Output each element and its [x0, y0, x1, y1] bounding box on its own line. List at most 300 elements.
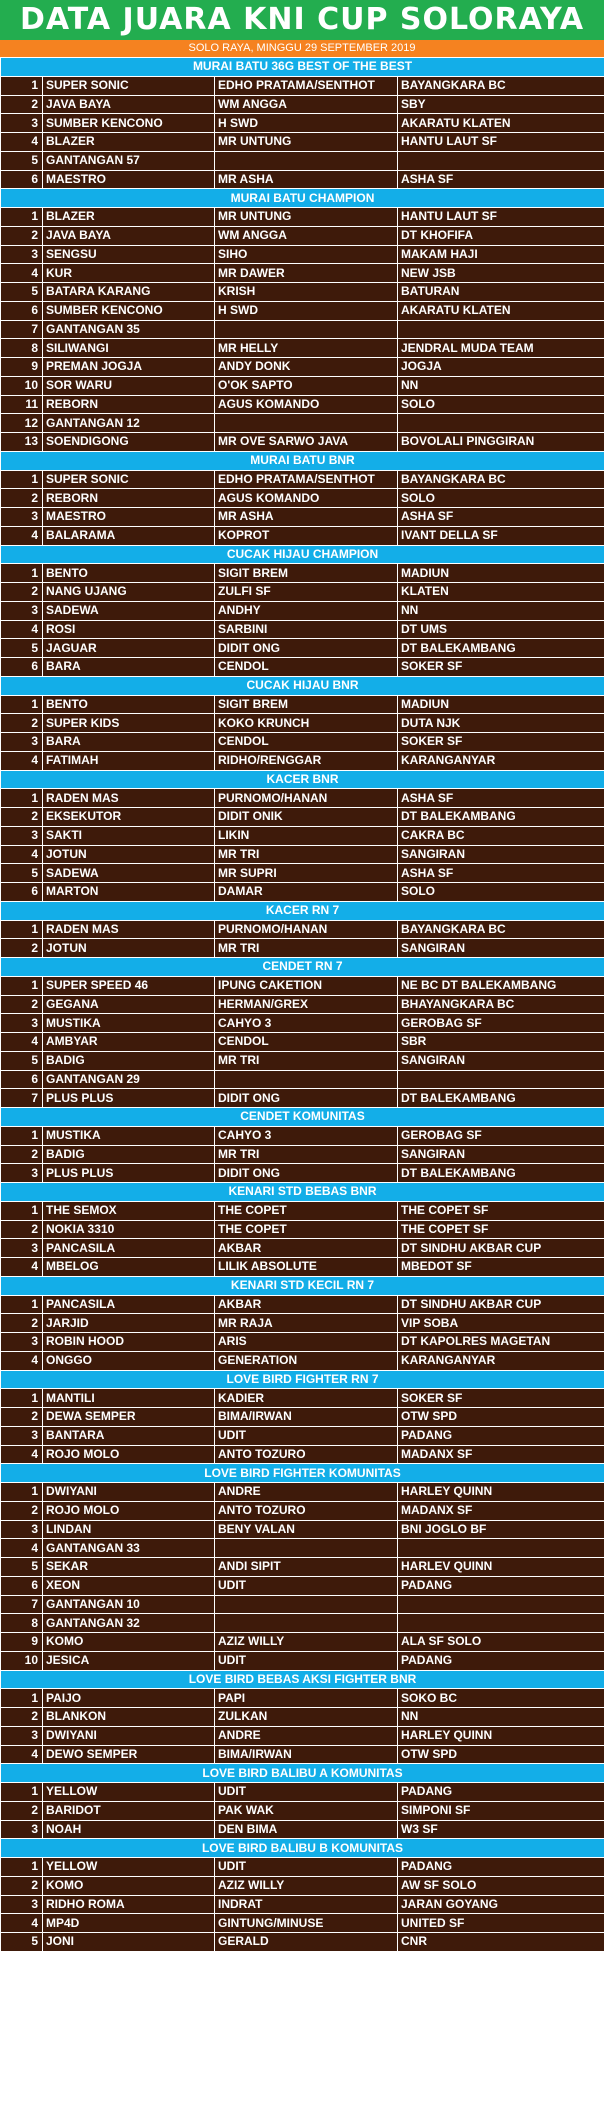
team-cell: HARLEY QUINN: [398, 1483, 604, 1502]
team-cell: SANGIRAN: [398, 845, 604, 864]
bird-name-cell: GANTANGAN 32: [43, 1614, 215, 1633]
rank-cell: 4: [1, 526, 43, 545]
table-row: [1, 1558, 604, 1577]
team-cell: SOKER SF: [398, 733, 604, 752]
team-cell: SOLO: [398, 395, 604, 414]
team-cell: PADANG: [398, 1576, 604, 1595]
bird-name-cell: YELLOW: [43, 1783, 215, 1802]
table-row: [1, 301, 604, 320]
owner-cell: UDIT: [215, 1858, 398, 1877]
table-row: [1, 1876, 604, 1895]
team-cell: NN: [398, 376, 604, 395]
section-title: KACER RN 7: [1, 901, 604, 920]
bird-name-cell: YELLOW: [43, 1858, 215, 1877]
section-title: LOVE BIRD FIGHTER RN 7: [1, 1370, 604, 1389]
bird-name-cell: SUPER SONIC: [43, 76, 215, 95]
team-cell: SOKO BC: [398, 1689, 604, 1708]
rank-cell: 1: [1, 1689, 43, 1708]
owner-cell: MR UNTUNG: [215, 133, 398, 152]
rank-cell: 6: [1, 883, 43, 902]
section-title: CENDET KOMUNITAS: [1, 1108, 604, 1127]
owner-cell: PURNOMO/HANAN: [215, 789, 398, 808]
rank-cell: 1: [1, 1201, 43, 1220]
team-cell: DT SINDHU AKBAR CUP: [398, 1295, 604, 1314]
rank-cell: 1: [1, 789, 43, 808]
team-cell: DT KHOFIFA: [398, 226, 604, 245]
team-cell: SANGIRAN: [398, 1145, 604, 1164]
table-row: [1, 1389, 604, 1408]
bird-name-cell: ROJO MOLO: [43, 1501, 215, 1520]
team-cell: SOLO: [398, 883, 604, 902]
table-row: [1, 1539, 604, 1558]
team-cell: MBEDOT SF: [398, 1258, 604, 1277]
bird-name-cell: KOMO: [43, 1633, 215, 1652]
bird-name-cell: GANTANGAN 35: [43, 320, 215, 339]
table-row: [1, 226, 604, 245]
team-cell: [398, 151, 604, 170]
team-cell: ASHA SF: [398, 864, 604, 883]
bird-name-cell: GANTANGAN 10: [43, 1595, 215, 1614]
table-row: [1, 1858, 604, 1877]
bird-name-cell: REBORN: [43, 489, 215, 508]
owner-cell: THE COPET: [215, 1201, 398, 1220]
team-cell: JOGJA: [398, 358, 604, 377]
table-row: [1, 1633, 604, 1652]
owner-cell: LIKIN: [215, 826, 398, 845]
owner-cell: H SWD: [215, 114, 398, 133]
rank-cell: 4: [1, 1745, 43, 1764]
table-row: [1, 1783, 604, 1802]
section-title: MURAI BATU BNR: [1, 451, 604, 470]
team-cell: GEROBAG SF: [398, 1014, 604, 1033]
team-cell: SOKER SF: [398, 658, 604, 677]
table-row: [1, 95, 604, 114]
table-row: [1, 1689, 604, 1708]
table-row: [1, 1576, 604, 1595]
bird-name-cell: DEWO SEMPER: [43, 1745, 215, 1764]
team-cell: PADANG: [398, 1651, 604, 1670]
rank-cell: 2: [1, 1801, 43, 1820]
table-row: [1, 1201, 604, 1220]
team-cell: [398, 1539, 604, 1558]
section-header: [1, 451, 604, 470]
rank-cell: 4: [1, 264, 43, 283]
table-row: [1, 1501, 604, 1520]
table-row: [1, 1314, 604, 1333]
table-row: [1, 695, 604, 714]
rank-cell: 1: [1, 976, 43, 995]
bird-name-cell: BALARAMA: [43, 526, 215, 545]
owner-cell: KOKO KRUNCH: [215, 714, 398, 733]
rank-cell: 5: [1, 864, 43, 883]
section-header: [1, 1276, 604, 1295]
team-cell: DUTA NJK: [398, 714, 604, 733]
table-row: [1, 489, 604, 508]
table-row: [1, 1820, 604, 1839]
bird-name-cell: BLAZER: [43, 208, 215, 227]
owner-cell: BENY VALAN: [215, 1520, 398, 1539]
owner-cell: [215, 1614, 398, 1633]
owner-cell: UDIT: [215, 1651, 398, 1670]
team-cell: OTW SPD: [398, 1408, 604, 1427]
owner-cell: MR OVE SARWO JAVA: [215, 433, 398, 452]
owner-cell: ANDY DONK: [215, 358, 398, 377]
table-row: [1, 714, 604, 733]
table-row: [1, 1258, 604, 1277]
bird-name-cell: ROSI: [43, 620, 215, 639]
owner-cell: CAHYO 3: [215, 1014, 398, 1033]
owner-cell: PURNOMO/HANAN: [215, 920, 398, 939]
rank-cell: 3: [1, 1239, 43, 1258]
owner-cell: MR ASHA: [215, 170, 398, 189]
table-row: [1, 1595, 604, 1614]
team-cell: [398, 320, 604, 339]
team-cell: KARANGANYAR: [398, 1351, 604, 1370]
table-row: [1, 751, 604, 770]
owner-cell: MR DAWER: [215, 264, 398, 283]
rank-cell: 2: [1, 95, 43, 114]
bird-name-cell: BADIG: [43, 1145, 215, 1164]
table-row: [1, 1651, 604, 1670]
owner-cell: CENDOL: [215, 1033, 398, 1052]
rank-cell: 3: [1, 114, 43, 133]
rank-cell: 4: [1, 1351, 43, 1370]
bird-name-cell: MBELOG: [43, 1258, 215, 1277]
bird-name-cell: KUR: [43, 264, 215, 283]
table-row: [1, 1745, 604, 1764]
team-cell: SANGIRAN: [398, 939, 604, 958]
bird-name-cell: SUPER KIDS: [43, 714, 215, 733]
owner-cell: AGUS KOMANDO: [215, 395, 398, 414]
team-cell: JENDRAL MUDA TEAM: [398, 339, 604, 358]
team-cell: SANGIRAN: [398, 1051, 604, 1070]
owner-cell: UDIT: [215, 1426, 398, 1445]
table-row: [1, 658, 604, 677]
rank-cell: 6: [1, 301, 43, 320]
team-cell: IVANT DELLA SF: [398, 526, 604, 545]
owner-cell: WM ANGGA: [215, 226, 398, 245]
owner-cell: KRISH: [215, 283, 398, 302]
team-cell: KLATEN: [398, 583, 604, 602]
bird-name-cell: BENTO: [43, 695, 215, 714]
bird-name-cell: ROBIN HOOD: [43, 1333, 215, 1352]
bird-name-cell: DWIYANI: [43, 1726, 215, 1745]
table-row: [1, 1295, 604, 1314]
rank-cell: 2: [1, 1314, 43, 1333]
bird-name-cell: SILIWANGI: [43, 339, 215, 358]
rank-cell: 4: [1, 751, 43, 770]
section-header: [1, 770, 604, 789]
bird-name-cell: JONI: [43, 1933, 215, 1952]
team-cell: [398, 414, 604, 433]
bird-name-cell: BARIDOT: [43, 1801, 215, 1820]
rank-cell: 2: [1, 939, 43, 958]
section-title: LOVE BIRD BEBAS AKSI FIGHTER BNR: [1, 1670, 604, 1689]
team-cell: AKARATU KLATEN: [398, 114, 604, 133]
team-cell: HANTU LAUT SF: [398, 133, 604, 152]
rank-cell: 7: [1, 1595, 43, 1614]
section-header: [1, 189, 604, 208]
owner-cell: MR HELLY: [215, 339, 398, 358]
team-cell: SBR: [398, 1033, 604, 1052]
table-row: [1, 845, 604, 864]
rank-cell: 10: [1, 376, 43, 395]
section-header: [1, 58, 604, 77]
section-header: [1, 1670, 604, 1689]
bird-name-cell: GANTANGAN 57: [43, 151, 215, 170]
rank-cell: 3: [1, 733, 43, 752]
owner-cell: AKBAR: [215, 1295, 398, 1314]
owner-cell: EDHO PRATAMA/SENTHOT: [215, 470, 398, 489]
team-cell: CAKRA BC: [398, 826, 604, 845]
owner-cell: DIDIT ONG: [215, 1089, 398, 1108]
rank-cell: 1: [1, 1295, 43, 1314]
team-cell: BHAYANGKARA BC: [398, 995, 604, 1014]
team-cell: PADANG: [398, 1783, 604, 1802]
team-cell: NN: [398, 601, 604, 620]
table-row: [1, 789, 604, 808]
team-cell: DT BALEKAMBANG: [398, 808, 604, 827]
table-row: [1, 733, 604, 752]
owner-cell: RIDHO/RENGGAR: [215, 751, 398, 770]
rank-cell: 9: [1, 358, 43, 377]
rank-cell: 5: [1, 283, 43, 302]
bird-name-cell: SOENDIGONG: [43, 433, 215, 452]
section-header: [1, 901, 604, 920]
bird-name-cell: KOMO: [43, 1876, 215, 1895]
owner-cell: ANDRE: [215, 1726, 398, 1745]
rank-cell: 3: [1, 1333, 43, 1352]
owner-cell: SIGIT BREM: [215, 695, 398, 714]
table-row: [1, 864, 604, 883]
section-title: KENARI STD KECIL RN 7: [1, 1276, 604, 1295]
bird-name-cell: AMBYAR: [43, 1033, 215, 1052]
owner-cell: BIMA/IRWAN: [215, 1745, 398, 1764]
bird-name-cell: MAESTRO: [43, 170, 215, 189]
rank-cell: 6: [1, 1070, 43, 1089]
bird-name-cell: RADEN MAS: [43, 920, 215, 939]
rank-cell: 3: [1, 1014, 43, 1033]
results-table-body: [1, 58, 604, 1952]
table-row: [1, 264, 604, 283]
table-row: [1, 1070, 604, 1089]
table-row: [1, 395, 604, 414]
owner-cell: INDRAT: [215, 1895, 398, 1914]
rank-cell: 8: [1, 339, 43, 358]
table-row: [1, 976, 604, 995]
bird-name-cell: SUPER SONIC: [43, 470, 215, 489]
bird-name-cell: JAVA BAYA: [43, 95, 215, 114]
owner-cell: [215, 320, 398, 339]
bird-name-cell: SEKAR: [43, 1558, 215, 1577]
owner-cell: MR TRI: [215, 1051, 398, 1070]
team-cell: DT KAPOLRES MAGETAN: [398, 1333, 604, 1352]
table-row: [1, 1933, 604, 1952]
bird-name-cell: JAVA BAYA: [43, 226, 215, 245]
rank-cell: 1: [1, 695, 43, 714]
owner-cell: KADIER: [215, 1389, 398, 1408]
table-row: [1, 1914, 604, 1933]
table-row: [1, 564, 604, 583]
owner-cell: AGUS KOMANDO: [215, 489, 398, 508]
team-cell: NN: [398, 1708, 604, 1727]
team-cell: JARAN GOYANG: [398, 1895, 604, 1914]
bird-name-cell: SENGSU: [43, 245, 215, 264]
team-cell: HARLEY QUINN: [398, 1726, 604, 1745]
bird-name-cell: XEON: [43, 1576, 215, 1595]
owner-cell: ANDRE: [215, 1483, 398, 1502]
team-cell: MAKAM HAJI: [398, 245, 604, 264]
table-row: [1, 1801, 604, 1820]
team-cell: MADANX SF: [398, 1445, 604, 1464]
rank-cell: 2: [1, 995, 43, 1014]
owner-cell: AZIZ WILLY: [215, 1633, 398, 1652]
section-title: LOVE BIRD FIGHTER KOMUNITAS: [1, 1464, 604, 1483]
rank-cell: 4: [1, 1914, 43, 1933]
owner-cell: IPUNG CAKETION: [215, 976, 398, 995]
rank-cell: 4: [1, 1033, 43, 1052]
team-cell: SIMPONI SF: [398, 1801, 604, 1820]
table-row: [1, 883, 604, 902]
owner-cell: ZULKAN: [215, 1708, 398, 1727]
team-cell: DT SINDHU AKBAR CUP: [398, 1239, 604, 1258]
team-cell: MADIUN: [398, 695, 604, 714]
rank-cell: 3: [1, 1520, 43, 1539]
table-row: [1, 508, 604, 527]
rank-cell: 3: [1, 1820, 43, 1839]
table-row: [1, 1445, 604, 1464]
bird-name-cell: JOTUN: [43, 845, 215, 864]
table-row: [1, 376, 604, 395]
section-header: [1, 1839, 604, 1858]
bird-name-cell: RIDHO ROMA: [43, 1895, 215, 1914]
owner-cell: ANTO TOZURO: [215, 1445, 398, 1464]
bird-name-cell: GANTANGAN 12: [43, 414, 215, 433]
table-row: [1, 1126, 604, 1145]
team-cell: KARANGANYAR: [398, 751, 604, 770]
bird-name-cell: SADEWA: [43, 864, 215, 883]
bird-name-cell: PANCASILA: [43, 1295, 215, 1314]
owner-cell: ZULFI SF: [215, 583, 398, 602]
bird-name-cell: ONGGO: [43, 1351, 215, 1370]
bird-name-cell: NOAH: [43, 1820, 215, 1839]
section-title: LOVE BIRD BALIBU A KOMUNITAS: [1, 1764, 604, 1783]
bird-name-cell: BLAZER: [43, 133, 215, 152]
team-cell: HARLEV QUINN: [398, 1558, 604, 1577]
rank-cell: 3: [1, 826, 43, 845]
team-cell: AKARATU KLATEN: [398, 301, 604, 320]
bird-name-cell: DWIYANI: [43, 1483, 215, 1502]
table-row: [1, 601, 604, 620]
rank-cell: 3: [1, 508, 43, 527]
rank-cell: 5: [1, 1051, 43, 1070]
bird-name-cell: BANTARA: [43, 1426, 215, 1445]
table-row: [1, 1726, 604, 1745]
rank-cell: 2: [1, 1408, 43, 1427]
table-row: [1, 1351, 604, 1370]
team-cell: [398, 1614, 604, 1633]
table-row: [1, 1333, 604, 1352]
owner-cell: MR SUPRI: [215, 864, 398, 883]
owner-cell: WM ANGGA: [215, 95, 398, 114]
table-row: [1, 920, 604, 939]
owner-cell: ANTO TOZURO: [215, 1501, 398, 1520]
bird-name-cell: BARA: [43, 658, 215, 677]
bird-name-cell: MARTON: [43, 883, 215, 902]
owner-cell: MR TRI: [215, 1145, 398, 1164]
team-cell: BOVOLALI PINGGIRAN: [398, 433, 604, 452]
owner-cell: UDIT: [215, 1576, 398, 1595]
owner-cell: DIDIT ONG: [215, 639, 398, 658]
bird-name-cell: SUPER SPEED 46: [43, 976, 215, 995]
table-row: [1, 1089, 604, 1108]
section-title: CENDET RN 7: [1, 958, 604, 977]
table-row: [1, 1614, 604, 1633]
team-cell: CNR: [398, 1933, 604, 1952]
bird-name-cell: EKSEKUTOR: [43, 808, 215, 827]
rank-cell: 3: [1, 1164, 43, 1183]
bird-name-cell: SOR WARU: [43, 376, 215, 395]
bird-name-cell: BATARA KARANG: [43, 283, 215, 302]
team-cell: NEW JSB: [398, 264, 604, 283]
table-row: [1, 1708, 604, 1727]
team-cell: PADANG: [398, 1858, 604, 1877]
team-cell: ALA SF SOLO: [398, 1633, 604, 1652]
table-row: [1, 1426, 604, 1445]
owner-cell: [215, 414, 398, 433]
team-cell: BATURAN: [398, 283, 604, 302]
owner-cell: AKBAR: [215, 1239, 398, 1258]
table-row: [1, 583, 604, 602]
rank-cell: 2: [1, 1145, 43, 1164]
owner-cell: PAPI: [215, 1689, 398, 1708]
table-row: [1, 620, 604, 639]
table-row: [1, 1408, 604, 1427]
team-cell: DT UMS: [398, 620, 604, 639]
table-row: [1, 133, 604, 152]
owner-cell: ARIS: [215, 1333, 398, 1352]
owner-cell: SIHO: [215, 245, 398, 264]
team-cell: SBY: [398, 95, 604, 114]
table-row: [1, 114, 604, 133]
team-cell: BAYANGKARA BC: [398, 920, 604, 939]
team-cell: ASHA SF: [398, 789, 604, 808]
owner-cell: [215, 1595, 398, 1614]
section-title: MURAI BATU CHAMPION: [1, 189, 604, 208]
team-cell: VIP SOBA: [398, 1314, 604, 1333]
table-row: [1, 1239, 604, 1258]
rank-cell: 5: [1, 151, 43, 170]
owner-cell: GENERATION: [215, 1351, 398, 1370]
team-cell: THE COPET SF: [398, 1220, 604, 1239]
table-row: [1, 1895, 604, 1914]
section-title: KACER BNR: [1, 770, 604, 789]
rank-cell: 3: [1, 1895, 43, 1914]
table-row: [1, 939, 604, 958]
table-row: [1, 320, 604, 339]
section-header: [1, 1764, 604, 1783]
table-row: [1, 1051, 604, 1070]
bird-name-cell: BARA: [43, 733, 215, 752]
rank-cell: 5: [1, 639, 43, 658]
section-header: [1, 1464, 604, 1483]
table-row: [1, 808, 604, 827]
owner-cell: [215, 1070, 398, 1089]
table-row: [1, 358, 604, 377]
owner-cell: MR TRI: [215, 845, 398, 864]
owner-cell: GINTUNG/MINUSE: [215, 1914, 398, 1933]
rank-cell: 2: [1, 714, 43, 733]
